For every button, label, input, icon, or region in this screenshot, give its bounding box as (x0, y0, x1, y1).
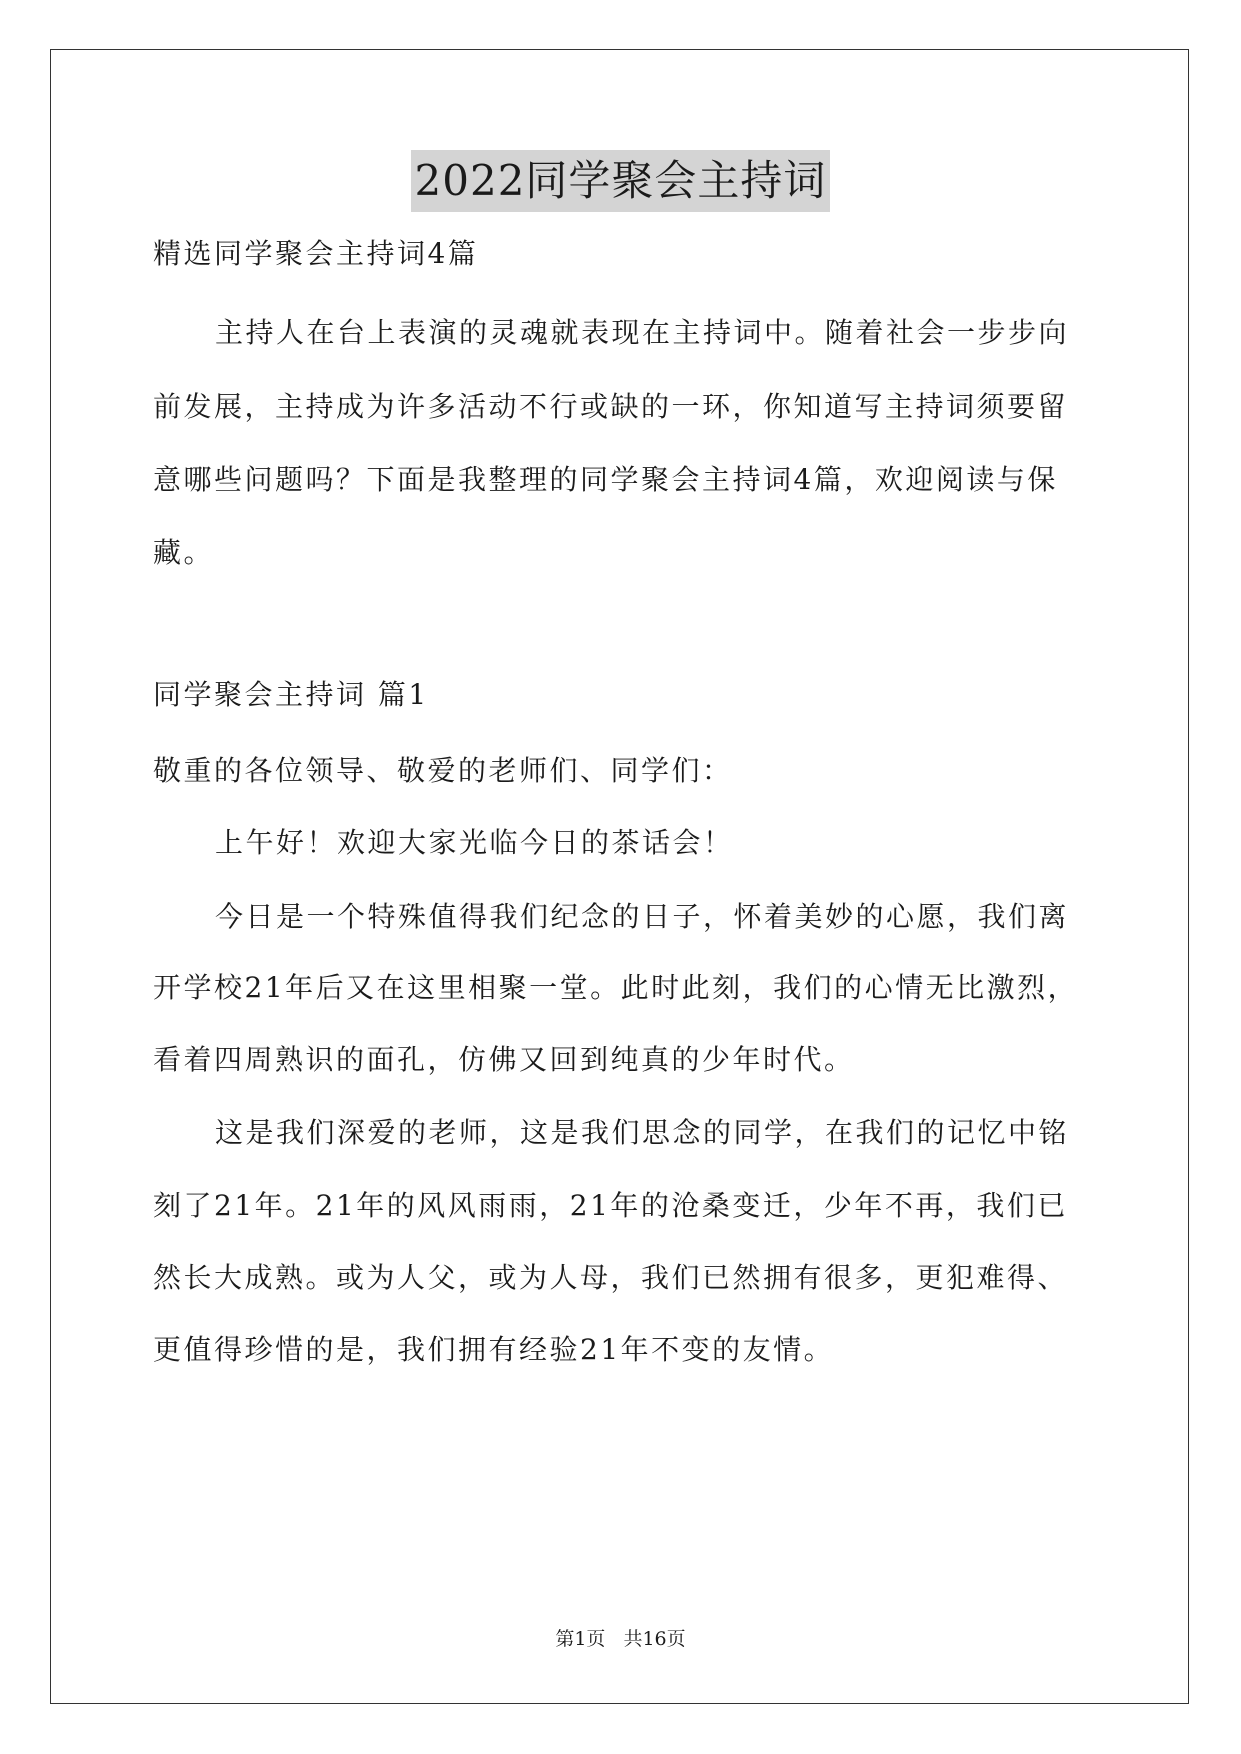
body-line: 更值得珍惜的是，我们拥有经验21年不变的友情。 (153, 1333, 835, 1366)
body-line: 上午好！欢迎大家光临今日的茶话会！ (215, 826, 734, 859)
subtitle-line: 精选同学聚会主持词4篇 (153, 237, 479, 270)
body-line: 前发展，主持成为许多活动不行或缺的一环，你知道写主持词须要留 (153, 390, 1069, 423)
page-number: 第1页 (555, 1628, 606, 1650)
page-footer (0, 1627, 1241, 1651)
body-line: 刻了21年。21年的风风雨雨，21年的沧桑变迁，少年不再，我们已 (153, 1189, 1068, 1222)
body-line: 这是我们深爱的老师，这是我们思念的同学，在我们的记忆中铭 (215, 1116, 1070, 1149)
body-line: 意哪些问题吗？下面是我整理的同学聚会主持词4篇，欢迎阅读与保 (153, 463, 1058, 496)
body-line: 看着四周熟识的面孔，仿佛又回到纯真的少年时代。 (153, 1043, 855, 1076)
body-line: 敬重的各位领导、敬爱的老师们、同学们： (153, 754, 733, 787)
section-heading: 同学聚会主持词 篇1 (153, 678, 429, 711)
document-title: 2022同学聚会主持词 (411, 150, 831, 212)
body-line: 藏。 (153, 536, 215, 569)
page-frame (50, 49, 1189, 1704)
body-line: 然长大成熟。或为人父，或为人母，我们已然拥有很多，更犯难得、 (153, 1261, 1069, 1294)
title-container (0, 150, 1241, 212)
body-line: 开学校21年后又在这里相聚一堂。此时此刻，我们的心情无比激烈， (153, 971, 1079, 1004)
body-line: 主持人在台上表演的灵魂就表现在主持词中。随着社会一步步向 (215, 316, 1070, 349)
page-total: 共16页 (623, 1628, 686, 1650)
body-line: 今日是一个特殊值得我们纪念的日子，怀着美妙的心愿，我们离 (215, 900, 1070, 933)
